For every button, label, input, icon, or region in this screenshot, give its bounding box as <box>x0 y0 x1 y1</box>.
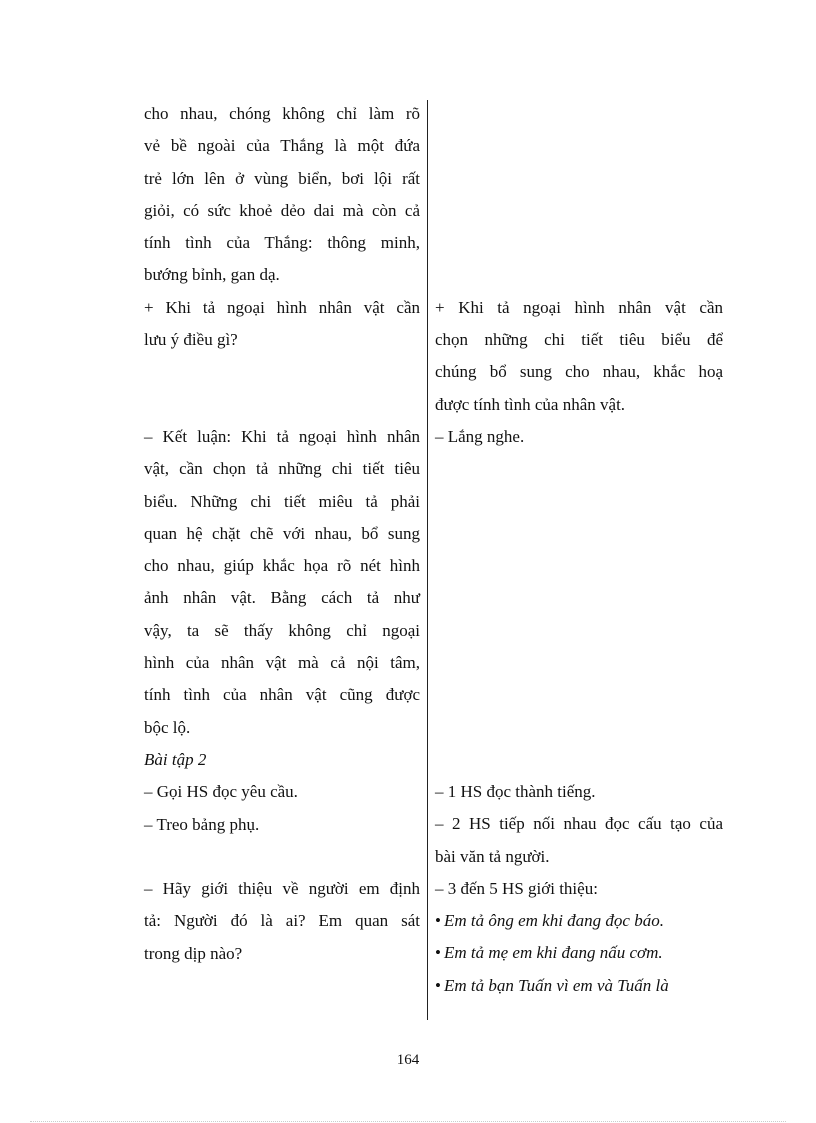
text-line: vậy, ta sẽ thấy không chỉ ngoại <box>144 620 420 640</box>
student-column <box>435 98 723 1002</box>
bullet-icon: • <box>435 943 441 963</box>
bullet-text: Em tả mẹ em khi đang nấu cơm. <box>443 943 663 963</box>
answer-read: – 1 HS đọc thành tiếng. <box>435 781 596 801</box>
text-line: chúng bổ sung cho nhau, khắc hoạ <box>435 362 723 382</box>
text-line: tính tình của Thắng: thông minh, <box>144 233 420 253</box>
answer-introduce: – 3 đến 5 HS giới thiệu: <box>435 878 598 898</box>
text-line: trẻ lớn lên ở vùng biển, bơi lội rất <box>144 168 420 188</box>
text-line: – Kết luận: Khi tả ngoại hình nhân <box>144 426 420 446</box>
page-number: 164 <box>396 1052 420 1068</box>
text-line: hình của nhân vật mà cả nội tâm, <box>144 653 420 673</box>
paragraph-description <box>144 98 420 292</box>
instruction-board: – Treo bảng phụ. <box>144 814 260 834</box>
text-line: ảnh nhân vật. Bằng cách tả như <box>144 588 420 608</box>
bullet-item <box>435 970 723 1002</box>
text-line: giỏi, có sức khoẻ dẻo dai mà còn cả <box>144 200 420 220</box>
answer-listen: – Lắng nghe. <box>435 426 525 446</box>
bullet-text: Em tả ông em khi đang đọc báo. <box>443 911 664 931</box>
bullet-item <box>435 905 723 937</box>
paragraph-conclusion <box>144 421 420 744</box>
text-line: cho nhau, chóng không chỉ làm rõ <box>144 104 420 123</box>
spacer <box>435 453 723 776</box>
answer-question <box>435 292 723 421</box>
text-line: cho nhau, giúp khắc họa rõ nét hình <box>144 556 420 576</box>
text-line: trong dịp nào? <box>144 943 243 963</box>
spacer <box>435 98 723 292</box>
answer-board <box>435 808 723 873</box>
bullet-text: Em tả bạn Tuấn vì em và Tuấn là <box>443 975 669 995</box>
bullet-icon: • <box>435 911 441 931</box>
spacer <box>144 841 420 873</box>
text-line: được tính tình của nhân vật. <box>435 394 626 414</box>
text-line: – 2 HS tiếp nối nhau đọc cấu tạo của <box>435 814 723 834</box>
text-line: bài văn tả người. <box>435 846 550 866</box>
text-line: quan hệ chặt chẽ với nhau, bổ sung <box>144 523 420 543</box>
bullet-icon: • <box>435 975 441 995</box>
paragraph-question <box>144 292 420 357</box>
text-line: tính tình của nhân vật cũng được <box>144 685 420 705</box>
bullet-item <box>435 937 723 969</box>
text-line: – Hãy giới thiệu về người em định <box>144 879 420 899</box>
text-line: + Khi tả ngoại hình nhân vật cần <box>144 297 420 317</box>
text-line: bướng bỉnh, gan dạ. <box>144 265 280 285</box>
spacer <box>144 356 420 421</box>
text-line: lưu ý điều gì? <box>144 330 238 350</box>
instruction-read-request: – Gọi HS đọc yêu cầu. <box>144 782 298 802</box>
text-line: vật, cần chọn tả những chi tiết tiêu <box>144 459 420 479</box>
text-line: + Khi tả ngoại hình nhân vật cần <box>435 297 723 317</box>
text-line: vẻ bề ngoài của Thắng là một đứa <box>144 136 420 156</box>
exercise-heading: Bài tập 2 <box>144 749 207 769</box>
paragraph-introduce <box>144 873 420 970</box>
text-line: bộc lộ. <box>144 717 191 737</box>
text-line: chọn những chi tiết tiêu biểu để <box>435 330 723 350</box>
footer-rule <box>30 1121 786 1122</box>
text-line: tả: Người đó là ai? Em quan sát <box>144 911 420 931</box>
text-line: biểu. Những chi tiết miêu tả phải <box>144 491 420 511</box>
teacher-column <box>144 98 420 970</box>
column-divider <box>427 100 428 1020</box>
